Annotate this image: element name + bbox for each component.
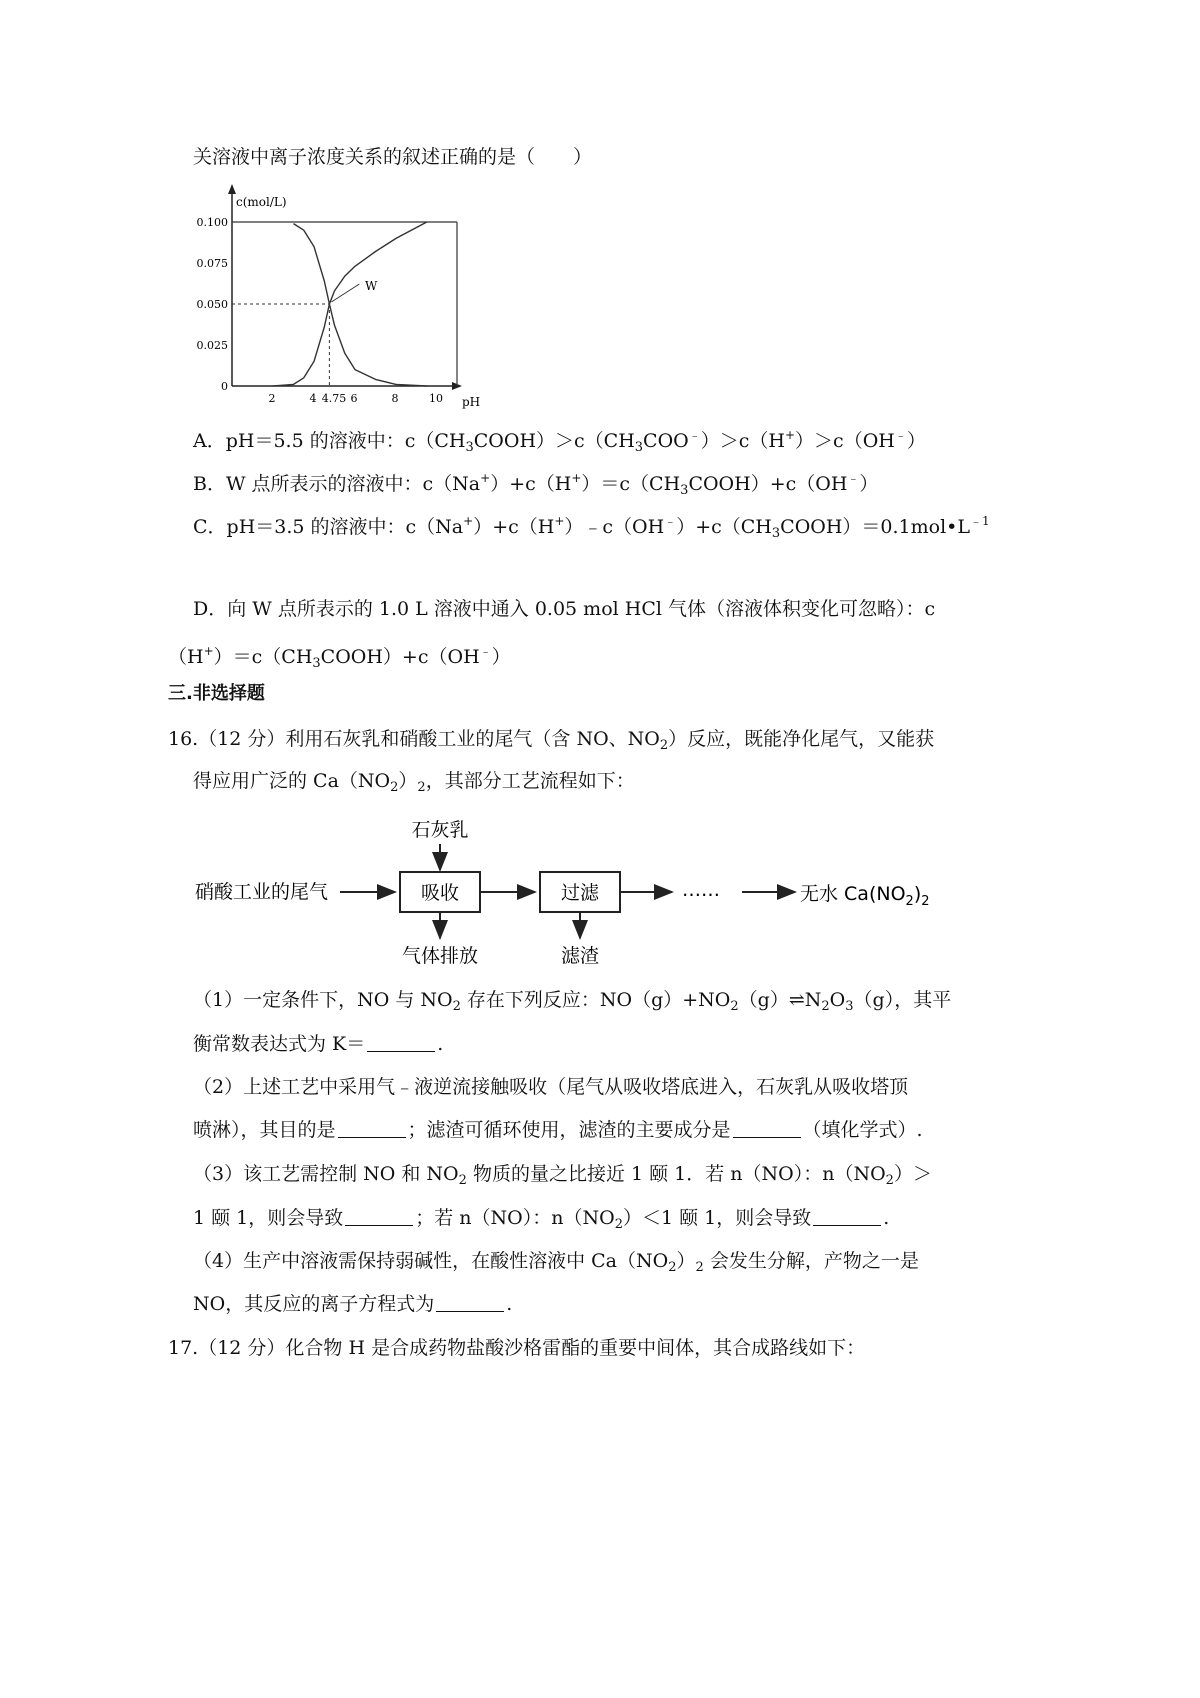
q16-part1-line2: 衡常数表达式为 K＝ . xyxy=(193,1033,444,1055)
flow-box-absorb-label: 吸收 xyxy=(420,882,460,904)
answer-blank[interactable] xyxy=(436,1293,504,1312)
x-tick-label: 4.75 xyxy=(321,392,347,405)
x-tick-label: 8 xyxy=(391,392,399,405)
flow-input-top: 石灰乳 xyxy=(411,819,469,841)
answer-blank[interactable] xyxy=(367,1033,435,1052)
w-point-label: W xyxy=(365,279,378,293)
q16-line2: 得应用广泛的 $Ca(NO_2)_2$，其部分工艺流程如下： xyxy=(193,770,635,795)
option-c: C．pH＝3.5 的溶液中：$c(Na^+)+c(H^+)﹣c(OH^﹣)+c(CH_3COOH)=0.1mol•L^{﹣1}$ xyxy=(193,514,990,541)
option-b: B．W 点所表示的溶液中：$c(Na^+)+c(H^+)=c(CH_3COOH)+c(OH^﹣)$ xyxy=(193,471,879,498)
answer-blank[interactable] xyxy=(345,1207,413,1226)
x-tick-label: 10 xyxy=(429,392,443,405)
y-axis-arrow xyxy=(228,184,236,194)
q16-part2-line2: 喷淋），其目的是 ；滤渣可循环使用，滤渣的主要成分是 （填化学式）. xyxy=(193,1119,923,1141)
x-tick-label: 2 xyxy=(268,392,276,405)
q16-line1: 16.（12 分）利用石灰乳和硝酸工业的尾气（含 NO、$NO_2$）反应，既能净化尾气，又能获 xyxy=(168,728,935,753)
process-flow-diagram xyxy=(190,808,950,978)
question-intro: 关溶液中离子浓度关系的叙述正确的是（ ） xyxy=(193,146,593,168)
option-d-line2: $(H^+)=c(CH_3COOH)+c(OH^﹣)$ xyxy=(168,644,511,671)
option-a: A．pH＝5.5 的溶液中：$c(CH_3COOH)>c(CH_3COO^﹣)>c(H^+)>c(OH^﹣)$ xyxy=(193,428,926,455)
concentration-ph-chart xyxy=(160,180,500,420)
x-axis-label: pH xyxy=(462,395,481,409)
x-tick-label: 4 xyxy=(309,392,317,405)
q17-text: 17.（12 分）化合物 H 是合成药物盐酸沙格雷酯的重要中间体，其合成路线如下： xyxy=(168,1337,866,1359)
option-d-line1: D．向 W 点所表示的 1.0 L 溶液中通入 0.05 mol HCl 气体（溶液体积变化可忽略）：c xyxy=(193,598,936,620)
q16-part3-line2: 1 颐 1，则会导致 ；若 n（NO）：$n(NO_2)<1$ 颐 1，则会导致 . xyxy=(193,1207,890,1232)
q16-part1-line1: （1）一定条件下，NO 与 $NO_2$ 存在下列反应：$NO(g)+NO_2(g)\rightleftharpoons N_2O_3(g)$，其平 xyxy=(193,989,952,1014)
flow-box-filter-label: 过滤 xyxy=(560,882,600,904)
answer-blank[interactable] xyxy=(733,1119,801,1138)
y-tick-label: 0.025 xyxy=(196,339,228,352)
y-tick-label: 0.075 xyxy=(196,257,228,270)
x-tick-label: 6 xyxy=(350,392,358,405)
flow-source: 硝酸工业的尾气 xyxy=(195,881,329,903)
flow-dots: …… xyxy=(682,879,720,901)
q16-part4-line1: （4）生产中溶液需保持弱碱性，在酸性溶液中 $Ca(NO_2)_2$ 会发生分解，产物之一是 xyxy=(193,1250,919,1275)
y-tick-label: 0.100 xyxy=(196,216,228,229)
flow-out-residue: 滤渣 xyxy=(560,945,600,967)
answer-blank[interactable] xyxy=(338,1119,406,1138)
q16-part2-line1: （2）上述工艺中采用气﹣液逆流接触吸收（尾气从吸收塔底进入，石灰乳从吸收塔顶 xyxy=(193,1076,909,1098)
q16-part3-line1: （3）该工艺需控制 NO 和 $NO_2$ 物质的量之比接近 1 颐 1．若 n（NO）：$n(NO_2)>$ xyxy=(193,1163,932,1188)
q16-part4-line2: NO，其反应的离子方程式为 . xyxy=(193,1293,513,1315)
w-leader-line xyxy=(331,284,359,302)
y-tick-label: 0.050 xyxy=(196,298,228,311)
section-title: 三.非选择题 xyxy=(168,683,265,704)
y-axis-label: c(mol/L) xyxy=(236,195,287,209)
y-tick-label: 0 xyxy=(221,380,228,393)
flow-out-gas: 气体排放 xyxy=(401,945,479,967)
answer-blank[interactable] xyxy=(813,1207,881,1226)
flow-product: 无水 $Ca(NO_2)_2$ xyxy=(800,883,930,909)
